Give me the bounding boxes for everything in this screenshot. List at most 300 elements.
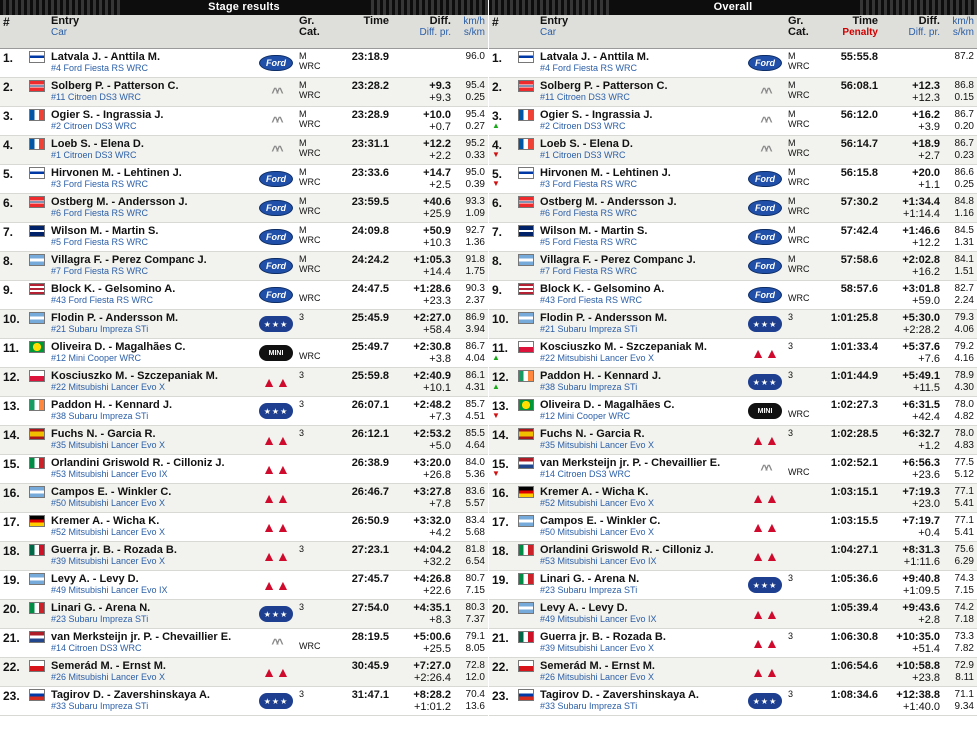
overall-rank: 2. — [492, 80, 503, 94]
stage-diff — [392, 281, 454, 309]
category-value: WRC — [788, 177, 810, 187]
table-row[interactable] — [0, 426, 488, 455]
country-flag-icon — [29, 370, 45, 382]
flag-cell — [515, 426, 537, 454]
overall-title-bar — [489, 0, 977, 15]
flag-cell — [26, 310, 48, 338]
header-diff-line1: Diff. — [429, 15, 451, 27]
table-row[interactable] — [0, 484, 488, 513]
table-row[interactable] — [489, 426, 977, 455]
stage-rank: 2. — [3, 80, 14, 94]
overall-rank: 17. — [492, 515, 509, 529]
car-description: #3 Ford Fiesta RS WRC — [51, 179, 149, 189]
manufacturer-logo-cell — [745, 484, 785, 512]
table-row[interactable] — [0, 136, 488, 165]
diff-previous: +25.5 — [423, 643, 451, 655]
speed-kmh: 74.3 — [954, 573, 974, 584]
country-flag-icon — [518, 689, 534, 701]
country-flag-icon — [518, 109, 534, 121]
overall-speed — [943, 49, 977, 77]
overall-speed — [943, 687, 977, 715]
country-flag-icon — [518, 196, 534, 208]
manufacturer-logo-cell — [745, 165, 785, 193]
category-value: WRC — [299, 264, 321, 274]
table-row[interactable] — [489, 571, 977, 600]
stage-speed — [454, 49, 488, 77]
stage-rank: 22. — [3, 660, 20, 674]
country-flag-icon — [29, 51, 45, 63]
table-row[interactable] — [0, 281, 488, 310]
table-row[interactable] — [489, 310, 977, 339]
overall-time: 1:03:15.1 — [830, 486, 878, 498]
crew-name: Linari G. - Arena N. — [51, 602, 151, 614]
stage-rank: 10. — [3, 312, 20, 326]
diff-previous: +26.8 — [423, 469, 451, 481]
overall-rank: 18. — [492, 544, 509, 558]
ford-logo-icon: Ford — [748, 287, 782, 303]
mitsubishi-logo-icon: ▲▲ — [751, 548, 779, 564]
table-row[interactable] — [489, 600, 977, 629]
country-flag-icon — [29, 544, 45, 556]
stage-speed — [454, 107, 488, 135]
group-value: M — [299, 138, 307, 148]
manufacturer-logo-cell — [256, 368, 296, 396]
stage-diff — [392, 658, 454, 686]
diff-previous: +23.3 — [423, 295, 451, 307]
diff-leader: +1:28.6 — [413, 283, 451, 295]
country-flag-icon — [518, 573, 534, 585]
subaru-logo-icon: ★★★ — [259, 316, 293, 332]
stage-time: 27:23.1 — [351, 544, 389, 556]
overall-rank: 3. ▲ — [489, 107, 515, 135]
country-flag-icon — [29, 312, 45, 324]
diff-leader: +4:35.1 — [413, 602, 451, 614]
ford-logo-icon: Ford — [748, 200, 782, 216]
table-row[interactable] — [489, 223, 977, 252]
table-row[interactable] — [489, 136, 977, 165]
crew-name: Flodin P. - Andersson M. — [540, 312, 668, 324]
flag-cell — [26, 687, 48, 715]
mitsubishi-logo-icon: ▲▲ — [262, 490, 290, 506]
header-diff — [392, 15, 454, 48]
group-value: 3 — [299, 370, 305, 380]
speed-kmh: 72.9 — [954, 660, 974, 671]
flag-cell — [26, 252, 48, 280]
speed-skm: 5.41 — [954, 498, 974, 509]
diff-leader: +8:31.3 — [902, 544, 940, 556]
country-flag-icon — [29, 138, 45, 150]
stage-time: 28:19.5 — [351, 631, 389, 643]
flag-cell — [26, 368, 48, 396]
car-description: #52 Mitsubishi Lancer Evo X — [51, 527, 166, 537]
diff-leader — [884, 51, 940, 63]
stage-speed — [454, 339, 488, 367]
stage-group — [296, 252, 330, 280]
overall-entry — [537, 513, 745, 541]
table-row[interactable] — [489, 252, 977, 281]
manufacturer-logo-cell — [256, 223, 296, 251]
citroen-logo-icon: ^^ — [760, 461, 770, 477]
table-row[interactable] — [0, 252, 488, 281]
group-value: 3 — [788, 370, 794, 380]
position-up-icon: ▲ — [492, 353, 500, 362]
table-row[interactable] — [0, 49, 488, 78]
table-row[interactable] — [0, 223, 488, 252]
header-group-line2: Cat. — [788, 26, 809, 38]
overall-group — [785, 339, 819, 367]
diff-previous: +7.6 — [918, 353, 940, 365]
stage-rank: 3. — [3, 109, 14, 123]
stage-speed — [454, 455, 488, 483]
stage-diff — [392, 107, 454, 135]
flag-cell — [26, 107, 48, 135]
crew-name: Tagirov D. - Zavershinskaya A. — [51, 689, 210, 701]
diff-leader: +2:48.2 — [413, 399, 451, 411]
category-value — [788, 525, 816, 535]
manufacturer-logo-cell — [256, 426, 296, 454]
stage-entry — [48, 252, 256, 280]
car-description: #23 Subaru Impreza STi — [540, 585, 638, 595]
country-flag-icon — [518, 602, 534, 614]
header-logo — [745, 15, 785, 48]
group-value — [299, 515, 327, 525]
category-value: WRC — [299, 148, 321, 158]
subaru-logo-icon: ★★★ — [748, 693, 782, 709]
car-description: #4 Ford Fiesta RS WRC — [51, 63, 149, 73]
car-description: #33 Subaru Impreza STi — [540, 701, 638, 711]
mitsubishi-logo-icon: ▲▲ — [751, 490, 779, 506]
car-description: #53 Mitsubishi Lancer Evo IX — [51, 469, 168, 479]
diff-leader: +6:56.3 — [902, 457, 940, 469]
flag-cell — [515, 136, 537, 164]
table-row[interactable] — [489, 484, 977, 513]
manufacturer-logo-cell — [745, 136, 785, 164]
stage-time: 26:12.1 — [351, 428, 389, 440]
position-down-icon: ▼ — [492, 411, 500, 420]
group-value: 3 — [299, 689, 305, 699]
ford-logo-icon: Ford — [748, 229, 782, 245]
speed-kmh: 77.5 — [954, 457, 974, 468]
overall-diff — [881, 426, 943, 454]
stage-group — [296, 687, 330, 715]
header-speed-line2: s/km — [952, 27, 974, 38]
diff-leader: +14.7 — [423, 167, 451, 179]
overall-group — [785, 397, 819, 425]
crew-name: Wilson M. - Martin S. — [540, 225, 648, 237]
group-value: M — [788, 51, 796, 61]
stage-group — [296, 513, 330, 541]
category-value: WRC — [788, 90, 810, 100]
group-value: M — [788, 109, 796, 119]
stage-diff — [392, 310, 454, 338]
header-diff-line1: Diff. — [918, 15, 940, 27]
table-row[interactable] — [489, 339, 977, 368]
table-row[interactable] — [489, 542, 977, 571]
overall-entry — [537, 281, 745, 309]
table-row[interactable] — [489, 281, 977, 310]
stage-rank: 16. — [3, 486, 20, 500]
table-row[interactable] — [0, 368, 488, 397]
car-description: #50 Mitsubishi Lancer Evo X — [540, 527, 655, 537]
header-speed — [454, 15, 488, 48]
table-row[interactable] — [489, 397, 977, 426]
overall-speed — [943, 484, 977, 512]
speed-kmh: 72.8 — [465, 660, 485, 671]
stage-diff — [392, 455, 454, 483]
table-row[interactable] — [489, 629, 977, 658]
stage-diff — [392, 223, 454, 251]
ford-logo-icon: Ford — [748, 55, 782, 71]
speed-kmh: 84.1 — [954, 254, 974, 265]
manufacturer-logo-cell — [745, 252, 785, 280]
overall-diff — [881, 194, 943, 222]
diff-leader: +40.6 — [423, 196, 451, 208]
overall-group — [785, 78, 819, 106]
header-speed-line1: km/h — [952, 16, 974, 27]
speed-skm: 3.94 — [465, 324, 485, 335]
overall-rank: 10. — [492, 312, 509, 326]
overall-time: 1:04:27.1 — [830, 544, 878, 556]
table-row[interactable] — [0, 513, 488, 542]
diff-leader: +1:46.6 — [902, 225, 940, 237]
table-row[interactable] — [489, 165, 977, 194]
diff-previous: +0.4 — [918, 527, 940, 539]
table-row[interactable] — [0, 542, 488, 571]
overall-diff — [881, 107, 943, 135]
stage-speed — [454, 542, 488, 570]
table-row[interactable] — [0, 455, 488, 484]
car-description: #49 Mitsubishi Lancer Evo IX — [51, 585, 168, 595]
manufacturer-logo-cell — [256, 252, 296, 280]
country-flag-icon — [29, 689, 45, 701]
table-row[interactable] — [0, 397, 488, 426]
diff-leader: +4:26.8 — [413, 573, 451, 585]
header-entry-line1: Entry — [540, 15, 569, 27]
flag-cell — [515, 484, 537, 512]
crew-name: Levy A. - Levy D. — [540, 602, 628, 614]
overall-entry — [537, 165, 745, 193]
stage-rank: 15. — [3, 457, 20, 471]
group-value: M — [788, 80, 796, 90]
table-row[interactable] — [489, 78, 977, 107]
country-flag-icon — [518, 515, 534, 527]
speed-skm: 12.0 — [465, 672, 485, 683]
category-value: WRC — [788, 264, 810, 274]
country-flag-icon — [518, 428, 534, 440]
manufacturer-logo-cell — [256, 484, 296, 512]
table-row[interactable] — [489, 49, 977, 78]
diff-leader: +4:04.2 — [413, 544, 451, 556]
header-time — [819, 15, 881, 48]
stage-rank: 20. — [3, 602, 20, 616]
table-row[interactable] — [489, 658, 977, 687]
flag-cell — [515, 397, 537, 425]
stage-rank: 7. — [3, 225, 14, 239]
overall-group — [785, 484, 819, 512]
category-value — [788, 496, 816, 506]
overall-entry — [537, 339, 745, 367]
group-value — [788, 544, 816, 554]
table-row[interactable] — [0, 107, 488, 136]
table-row[interactable] — [0, 194, 488, 223]
car-description: #6 Ford Fiesta RS WRC — [540, 208, 638, 218]
overall-diff — [881, 165, 943, 193]
overall-rank: 7. — [492, 225, 503, 239]
table-row[interactable] — [0, 629, 488, 658]
overall-speed — [943, 542, 977, 570]
crew-name: Ogier S. - Ingrassia J. — [51, 109, 164, 121]
diff-leader: +1:05.3 — [413, 254, 451, 266]
overall-time: 1:02:52.1 — [830, 457, 878, 469]
manufacturer-logo-cell — [256, 571, 296, 599]
category-value: WRC — [299, 206, 321, 216]
manufacturer-logo-cell — [256, 600, 296, 628]
stage-group — [296, 600, 330, 628]
header-speed-line1: km/h — [463, 16, 485, 27]
diff-leader: +5:49.1 — [902, 370, 940, 382]
stage-diff — [392, 78, 454, 106]
overall-rank: 5. ▼ — [489, 165, 515, 193]
speed-kmh: 92.7 — [465, 225, 485, 236]
overall-group — [785, 136, 819, 164]
speed-skm: 6.54 — [465, 556, 485, 567]
overall-time: 1:06:54.6 — [830, 660, 878, 672]
speed-skm — [457, 63, 485, 75]
overall-time: 57:58.6 — [840, 254, 878, 266]
stage-diff — [392, 687, 454, 715]
speed-kmh: 83.6 — [465, 486, 485, 497]
speed-kmh: 95.4 — [465, 109, 485, 120]
car-description: #43 Ford Fiesta RS WRC — [51, 295, 154, 305]
overall-speed — [943, 165, 977, 193]
header-entry — [537, 15, 745, 48]
stage-group — [296, 165, 330, 193]
overall-entry — [537, 658, 745, 686]
manufacturer-logo-cell — [256, 310, 296, 338]
country-flag-icon — [518, 399, 534, 411]
country-flag-icon — [518, 51, 534, 63]
group-value — [299, 660, 327, 670]
manufacturer-logo-cell — [745, 281, 785, 309]
table-row[interactable] — [0, 658, 488, 687]
crew-name: Loeb S. - Elena D. — [51, 138, 144, 150]
group-value: 3 — [299, 428, 305, 438]
diff-previous: +51.4 — [912, 643, 940, 655]
diff-leader: +9:40.8 — [902, 573, 940, 585]
stage-time: 24:24.2 — [351, 254, 389, 266]
stage-entry — [48, 49, 256, 77]
speed-kmh: 78.9 — [954, 370, 974, 381]
flag-cell — [26, 600, 48, 628]
crew-name: Hirvonen M. - Lehtinen J. — [51, 167, 182, 179]
overall-group — [785, 368, 819, 396]
stage-entry — [48, 513, 256, 541]
diff-leader: +3:20.0 — [413, 457, 451, 469]
speed-kmh: 86.7 — [954, 109, 974, 120]
diff-previous: +25.9 — [423, 208, 451, 220]
speed-skm: 1.31 — [954, 237, 974, 248]
subaru-logo-icon: ★★★ — [259, 403, 293, 419]
crew-name: Villagra F. - Perez Companc J. — [51, 254, 207, 266]
stage-diff — [392, 600, 454, 628]
mitsubishi-logo-icon: ▲▲ — [751, 635, 779, 651]
speed-kmh: 93.3 — [465, 196, 485, 207]
overall-group — [785, 310, 819, 338]
crew-name: van Merksteijn jr. P. - Chevaillier E. — [51, 631, 232, 643]
manufacturer-logo-cell — [256, 281, 296, 309]
table-row[interactable] — [489, 687, 977, 716]
manufacturer-logo-cell — [745, 194, 785, 222]
overall-entry — [537, 426, 745, 454]
diff-previous: +9.3 — [429, 92, 451, 104]
table-row[interactable] — [489, 107, 977, 136]
flag-cell — [26, 571, 48, 599]
stage-rank: 5. — [3, 167, 14, 181]
category-value: WRC — [299, 177, 321, 187]
diff-previous: +23.6 — [912, 469, 940, 481]
speed-kmh: 77.1 — [954, 515, 974, 526]
speed-skm: 4.51 — [465, 411, 485, 422]
crew-name: Solberg P. - Patterson C. — [540, 80, 668, 92]
table-row[interactable] — [0, 165, 488, 194]
table-row[interactable] — [0, 78, 488, 107]
manufacturer-logo-cell — [745, 571, 785, 599]
stage-diff — [392, 571, 454, 599]
table-row[interactable] — [0, 600, 488, 629]
header-time-line1: Time — [363, 15, 389, 27]
speed-kmh: 96.0 — [465, 51, 485, 62]
speed-skm: 1.16 — [954, 208, 974, 219]
diff-previous: +7.8 — [429, 498, 451, 510]
diff-leader: +10.0 — [423, 109, 451, 121]
stage-group — [296, 281, 330, 309]
flag-cell — [515, 455, 537, 483]
car-description: #33 Subaru Impreza STi — [51, 701, 149, 711]
overall-time: 1:03:15.5 — [830, 515, 878, 527]
crew-name: Paddon H. - Kennard J. — [51, 399, 173, 411]
stage-speed — [454, 513, 488, 541]
manufacturer-logo-cell — [745, 455, 785, 483]
manufacturer-logo-cell — [745, 542, 785, 570]
stage-diff — [392, 542, 454, 570]
speed-skm: 1.51 — [954, 266, 974, 277]
stage-diff — [392, 397, 454, 425]
header-number: # — [492, 15, 499, 29]
diff-previous: +1:14.4 — [902, 208, 940, 220]
speed-skm: 2.24 — [954, 295, 974, 306]
overall-rank: 20. — [492, 602, 509, 616]
diff-previous: +10.3 — [423, 237, 451, 249]
table-row[interactable] — [489, 455, 977, 484]
stage-entry — [48, 194, 256, 222]
table-row[interactable] — [0, 571, 488, 600]
country-flag-icon — [518, 225, 534, 237]
table-row[interactable] — [0, 339, 488, 368]
stage-entry — [48, 687, 256, 715]
table-row[interactable] — [0, 687, 488, 716]
table-row[interactable] — [489, 194, 977, 223]
manufacturer-logo-cell — [745, 223, 785, 251]
stage-rank: 8. — [3, 254, 14, 268]
table-row[interactable] — [0, 310, 488, 339]
table-row[interactable] — [489, 368, 977, 397]
stage-entry — [48, 542, 256, 570]
table-row[interactable] — [489, 513, 977, 542]
overall-group — [785, 165, 819, 193]
country-flag-icon — [29, 399, 45, 411]
header-entry-line1: Entry — [51, 15, 80, 27]
manufacturer-logo-cell — [745, 629, 785, 657]
